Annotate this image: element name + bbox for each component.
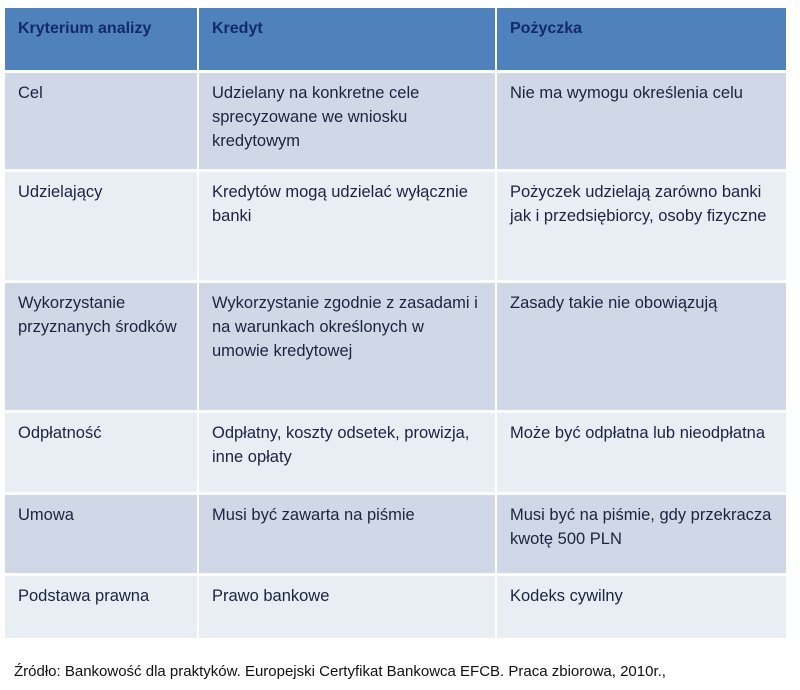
- cell-criterion: Umowa: [5, 495, 197, 573]
- cell-pozyczka: Może być odpłatna lub nieodpłatna: [497, 413, 786, 492]
- cell-criterion: Wykorzystanie przyznanych środków: [5, 283, 197, 410]
- cell-criterion: Podstawa prawna: [5, 576, 197, 638]
- header-kredyt: Kredyt: [199, 8, 495, 70]
- table-row: [5, 172, 786, 280]
- table-row: [5, 495, 786, 573]
- table-row: [5, 73, 786, 169]
- cell-criterion: Udzielający: [5, 172, 197, 280]
- cell-pozyczka: Zasady takie nie obowiązują: [497, 283, 786, 410]
- comparison-table: [5, 8, 786, 641]
- source-footnote: Źródło: Bankowość dla praktyków. Europejski Certyfikat Bankowca EFCB. Praca zbiorowa, 2010r.,: [14, 663, 666, 680]
- table-row: [5, 283, 786, 410]
- cell-kredyt: Musi być zawarta na piśmie: [199, 495, 495, 573]
- cell-kredyt: Udzielany na konkretne cele sprecyzowane we wniosku kredytowym: [199, 73, 495, 169]
- cell-pozyczka: Kodeks cywilny: [497, 576, 786, 638]
- cell-kredyt: Odpłatny, koszty odsetek, prowizja, inne opłaty: [199, 413, 495, 492]
- cell-pozyczka: Pożyczek udzielają zarówno banki jak i przedsiębiorcy, osoby fizyczne: [497, 172, 786, 280]
- cell-kredyt: Kredytów mogą udzielać wyłącznie banki: [199, 172, 495, 280]
- header-pozyczka: Pożyczka: [497, 8, 786, 70]
- header-criterion: Kryterium analizy: [5, 8, 197, 70]
- cell-pozyczka: Musi być na piśmie, gdy przekracza kwotę 500 PLN: [497, 495, 786, 573]
- cell-kredyt: Prawo bankowe: [199, 576, 495, 638]
- cell-criterion: Cel: [5, 73, 197, 169]
- cell-criterion: Odpłatność: [5, 413, 197, 492]
- cell-kredyt: Wykorzystanie zgodnie z zasadami i na warunkach określonych w umowie kredytowej: [199, 283, 495, 410]
- table-row: [5, 413, 786, 492]
- cell-pozyczka: Nie ma wymogu określenia celu: [497, 73, 786, 169]
- table-header-row: [5, 8, 786, 70]
- table-row: [5, 576, 786, 638]
